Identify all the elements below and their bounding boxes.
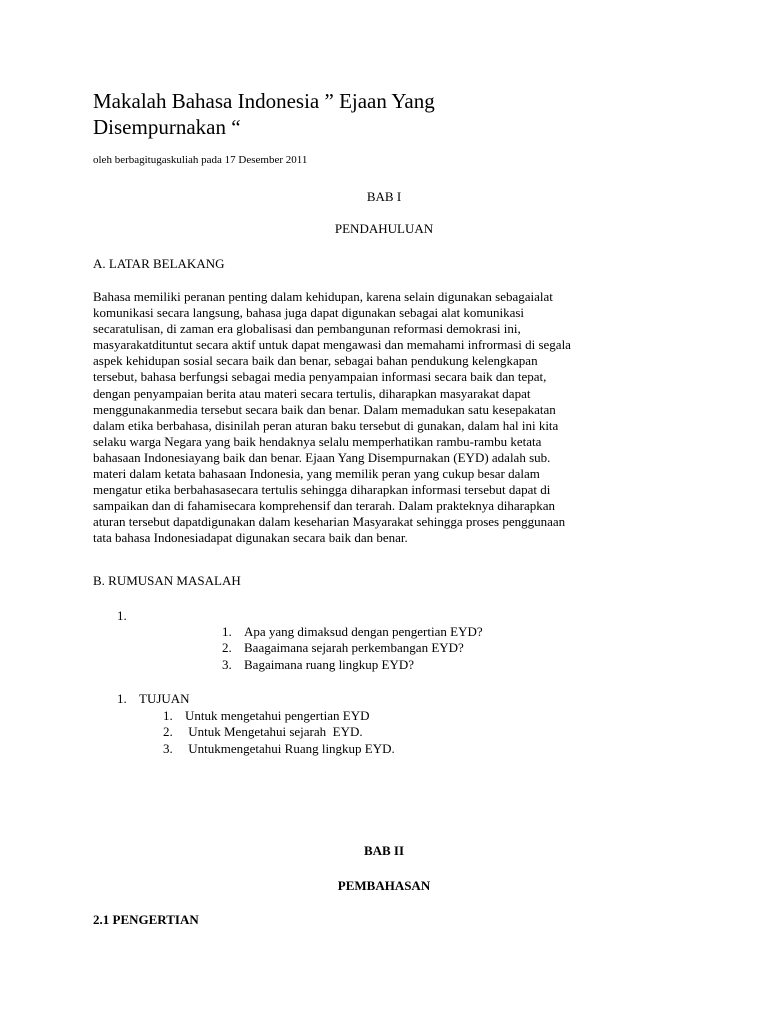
list-item-number: 1. (117, 691, 127, 706)
list-item (222, 624, 483, 640)
paragraph-line: bahasaan Indonesiayang baik dan benar. Ejaan Yang Disempurnakan (EYD) adalah sub. (93, 449, 551, 465)
list-item-text: Bagaimana ruang lingkup EYD? (244, 657, 415, 672)
list-item-number: 3. (222, 657, 232, 672)
document-title (93, 88, 693, 140)
chapter-2-label: BAB II (363, 843, 405, 858)
list-item (222, 657, 414, 673)
section-b-heading: B. RUMUSAN MASALAH (93, 573, 241, 588)
byline: oleh berbagitugaskuliah pada 17 Desember 2011 (93, 154, 308, 166)
paragraph-line: secaratulisan, di zaman era globalisasi dan pembangunan reformasi demokrasi ini, (93, 321, 521, 337)
paragraph-line: tata bahasa Indonesiadapat digunakan secara baik dan benar. (93, 530, 408, 546)
paragraph-line: komunikasi secara langsung, bahasa juga dapat digunakan sebagai alat komunikasi (93, 305, 525, 321)
list-item-text: Baagaimana sejarah perkembangan EYD? (244, 640, 464, 655)
paragraph-line: aspek kehidupan sosial secara baik dan benar, sebagai bahan pendukung kelengkapan (93, 353, 538, 369)
list-item-text: Apa yang dimaksud dengan pengertian EYD? (244, 624, 483, 639)
paragraph-line: tersebut, bahasa berfungsi sebagai media penyampaian informasi secara baik dan tepat, (93, 369, 547, 385)
paragraph-line: Bahasa memiliki peranan penting dalam kehidupan, karena selain digunakan sebagaialat (93, 289, 553, 304)
paragraph-line: dengan penyampaian berita atau materi secara tertulis, diharapkan masyarakat dapat (93, 385, 531, 401)
paragraph-line: materi dalam ketata bahasaan Indonesia, yang memilik peran yang cukup besar dalam (93, 466, 540, 482)
list-item-number: 2. (163, 724, 173, 739)
list-item-number: 1. (222, 624, 232, 639)
list-item (163, 724, 363, 740)
paragraph-line: aturan tersebut dapatdigunakan dalam keseharian Masyarakat sehingga proses penggunaan (93, 514, 566, 530)
chapter-1-label: BAB I (366, 189, 402, 204)
outer-list-number: 1. (117, 608, 127, 623)
list-item-text: Untuk mengetahui pengertian EYD (185, 708, 370, 723)
list-item (222, 640, 464, 656)
chapter-1-title: PENDAHULUAN (334, 221, 434, 236)
paragraph-line: dalam etika berbahasa, disinilah peran aturan baku tersebut di gunakan, dalam hal ini kita (93, 417, 559, 433)
section-2-1-heading: 2.1 PENGERTIAN (93, 912, 199, 927)
paragraph-line: menggunakanmedia tersebut secara baik dan benar. Dalam memadukan satu kesepakatan (93, 401, 556, 417)
tujuan-heading (117, 691, 190, 707)
title-line-2: Disempurnakan “ (93, 115, 241, 139)
list-item-text: Untuk Mengetahui sejarah EYD. (185, 724, 363, 739)
paragraph-line: masyarakatdituntut secara aktif untuk dapat mengawasi dan memahami infrormasi di segala (93, 337, 571, 353)
list-item (163, 741, 395, 757)
list-item-number: 3. (163, 741, 173, 756)
paragraph-line: mengatur etika berbahasasecara tertulis sehingga diharapkan informasi tersebut dapat di (93, 482, 551, 498)
list-item (163, 708, 369, 724)
paragraph-line: selaku warga Negara yang baik hendaknya selalu memperhatikan rambu-rambu ketata (93, 433, 542, 449)
title-line-1: Makalah Bahasa Indonesia ” Ejaan Yang (93, 89, 435, 113)
tujuan-label: TUJUAN (139, 691, 190, 706)
section-a-heading: A. LATAR BELAKANG (93, 256, 225, 271)
latar-belakang-paragraph (93, 289, 683, 547)
paragraph-line: sampaikan dan di fahamisecara komprehensif dan terarah. Dalam prakteknya diharapkan (93, 498, 556, 514)
list-item-number: 1. (163, 708, 173, 723)
list-item-text: Untukmengetahui Ruang lingkup EYD. (185, 741, 395, 756)
list-item-number: 2. (222, 640, 232, 655)
chapter-2-title: PEMBAHASAN (337, 878, 431, 893)
